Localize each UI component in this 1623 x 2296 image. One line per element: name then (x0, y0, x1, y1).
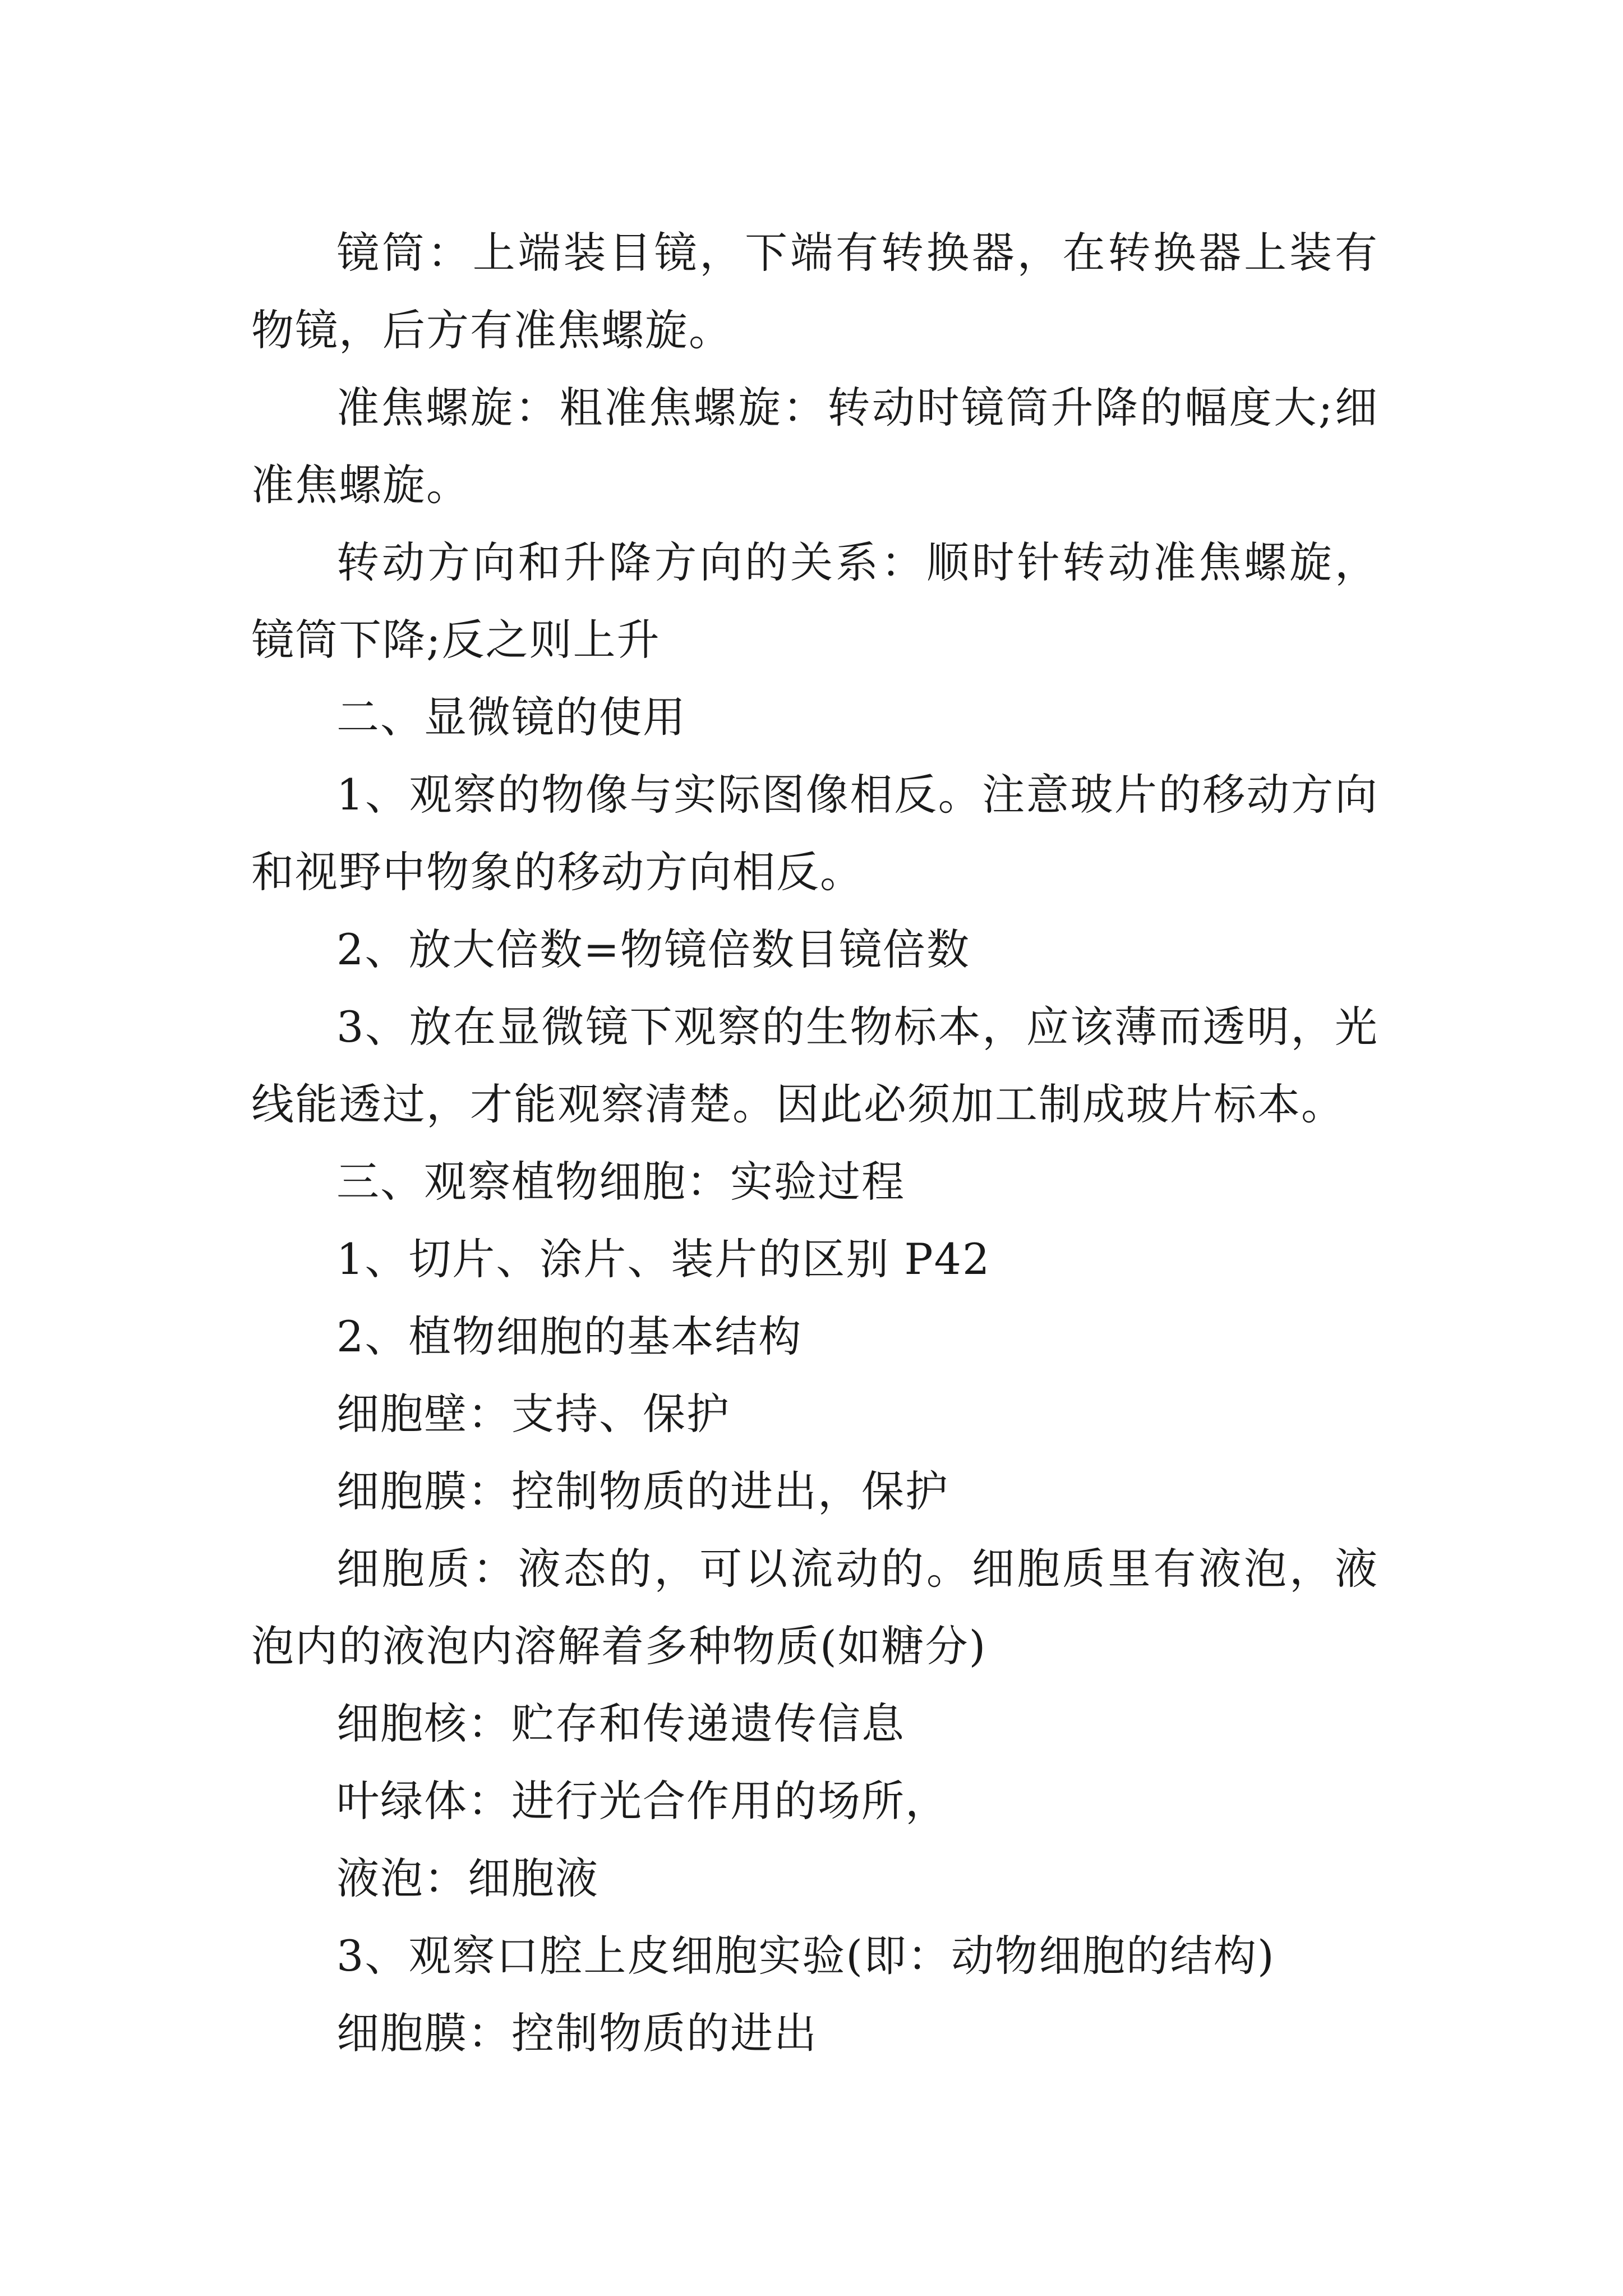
paragraph-microscope-tube: 镜筒：上端装目镜，下端有转换器，在转换器上装有物镜，后方有准焦螺旋。 (251, 228, 1378, 355)
paragraph-oral-epithelial-experiment: 3、观察口腔上皮细胞实验(即：动物细胞的结构) (336, 1931, 1275, 1981)
section-heading-microscope-use: 二、显微镜的使用 (336, 692, 686, 742)
paragraph-focus-knob: 准焦螺旋：粗准焦螺旋：转动时镜筒升降的幅度大;细准焦螺旋。 (251, 383, 1378, 510)
paragraph-image-inverted: 1、观察的物像与实际图像相反。注意玻片的移动方向和视野中物象的移动方向相反。 (251, 770, 1378, 897)
paragraph-cell-wall: 细胞壁：支持、保护 (336, 1389, 730, 1439)
paragraph-rotation-direction: 转动方向和升降方向的关系：顺时针转动准焦螺旋，镜筒下降;反之则上升 (251, 537, 1378, 665)
paragraph-nucleus: 细胞核：贮存和传递遗传信息 (336, 1699, 905, 1749)
section-heading-plant-cell: 三、观察植物细胞：实验过程 (336, 1157, 905, 1207)
paragraph-chloroplast: 叶绿体：进行光合作用的场所， (336, 1776, 949, 1826)
document-body (251, 214, 1378, 2072)
paragraph-specimen-thin: 3、放在显微镜下观察的生物标本，应该薄而透明，光线能透过，才能观察清楚。因此必须加工制成玻片标本。 (251, 1002, 1378, 1129)
paragraph-plant-cell-structure: 2、植物细胞的基本结构 (336, 1312, 803, 1361)
paragraph-cytoplasm: 细胞质：液态的，可以流动的。细胞质里有液泡，液泡内的液泡内溶解着多种物质(如糖分) (251, 1544, 1378, 1671)
paragraph-magnification: 2、放大倍数=物镜倍数目镜倍数 (336, 924, 971, 974)
paragraph-cell-membrane: 细胞膜：控制物质的进出，保护 (336, 1466, 949, 1516)
paragraph-vacuole: 液泡：细胞液 (336, 1853, 599, 1903)
paragraph-animal-cell-membrane: 细胞膜：控制物质的进出 (336, 2008, 818, 2058)
paragraph-slide-types: 1、切片、涂片、装片的区别 P42 (336, 1234, 991, 1284)
